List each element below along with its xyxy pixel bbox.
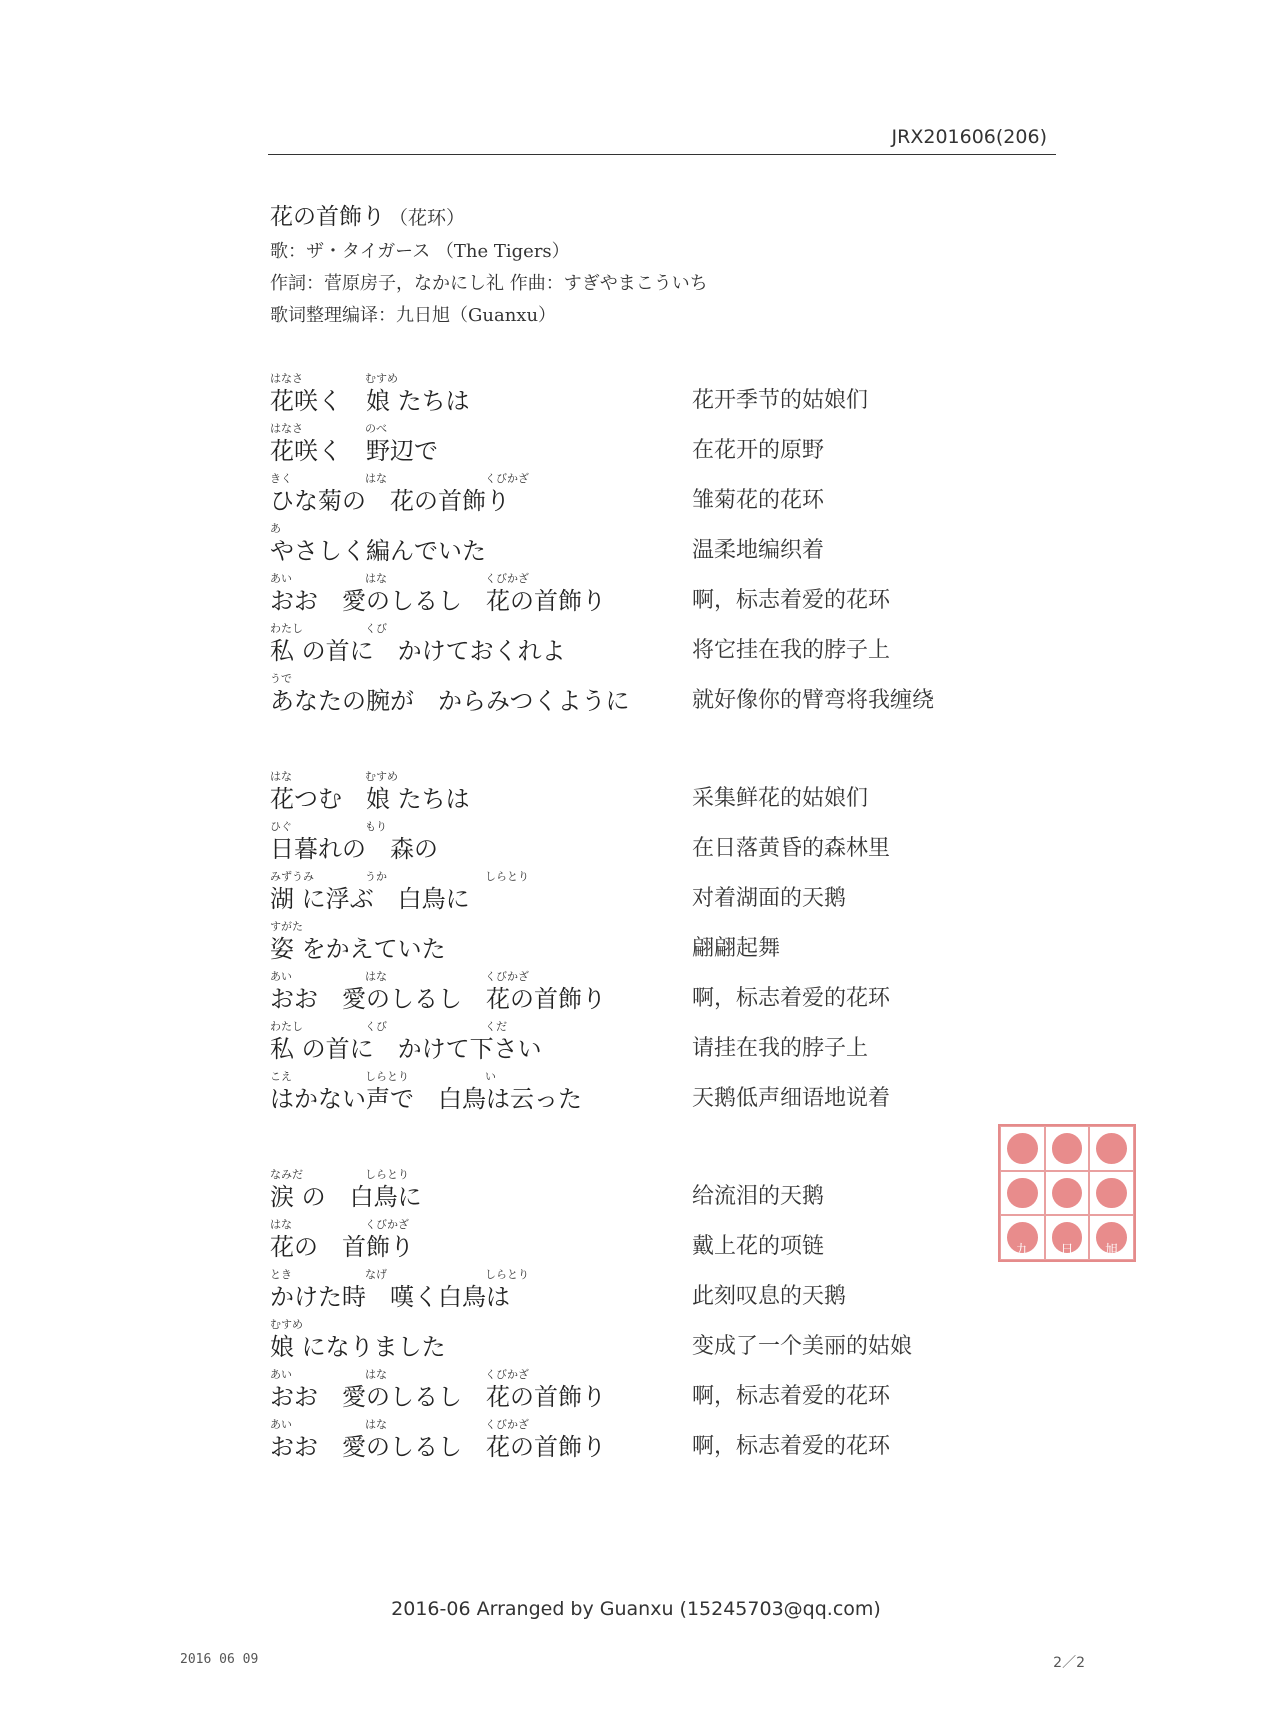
furigana: むすめ bbox=[365, 770, 398, 783]
lyric-chinese: 变成了一个美丽的姑娘 bbox=[692, 1334, 913, 1359]
stanza-2 bbox=[270, 770, 970, 1120]
furigana: はな bbox=[365, 1368, 387, 1381]
doc-id: JRX201606(206) bbox=[891, 126, 1047, 148]
furigana: わたし bbox=[270, 1020, 303, 1033]
lyric-japanese: ひな菊の 花の首飾り bbox=[270, 487, 510, 515]
lyric-line bbox=[270, 1168, 970, 1218]
lyric-chinese: 在日落黄昏的森林里 bbox=[692, 836, 891, 861]
furigana: しらとり bbox=[365, 1168, 409, 1181]
furigana: あい bbox=[270, 970, 292, 983]
lyric-chinese: 在花开的原野 bbox=[692, 438, 825, 463]
furigana: くびかざ bbox=[485, 572, 529, 585]
furigana: あ bbox=[270, 522, 281, 535]
lyric-line bbox=[270, 622, 970, 672]
lyric-line bbox=[270, 572, 970, 622]
furigana: みずうみ bbox=[270, 870, 314, 883]
lyric-japanese: やさしく編んでいた bbox=[270, 537, 486, 565]
lyric-chinese: 请挂在我的脖子上 bbox=[692, 1036, 869, 1061]
lyric-japanese: 涙 の 白鳥に bbox=[270, 1183, 422, 1211]
lyric-line bbox=[270, 870, 970, 920]
lyric-chinese: 戴上花的项链 bbox=[692, 1234, 825, 1259]
seal-cell bbox=[1000, 1126, 1045, 1171]
furigana: むすめ bbox=[365, 372, 398, 385]
furigana: はな bbox=[270, 770, 292, 783]
lyric-japanese: 日暮れの 森の bbox=[270, 835, 438, 863]
lyric-line bbox=[270, 1418, 970, 1468]
lyric-chinese: 温柔地编织着 bbox=[692, 538, 825, 563]
furigana: なげ bbox=[365, 1268, 387, 1281]
furigana: くびかざ bbox=[485, 970, 529, 983]
lyric-line bbox=[270, 1318, 970, 1368]
furigana: くび bbox=[365, 1020, 387, 1033]
furigana: きく bbox=[270, 472, 292, 485]
lyric-japanese: 花の 首飾り bbox=[270, 1233, 414, 1261]
seal-cell bbox=[1000, 1171, 1045, 1216]
lyric-japanese: あなたの腕が からみつくように bbox=[270, 687, 630, 715]
seal-cell bbox=[1089, 1126, 1134, 1171]
lyric-japanese: おお 愛のしるし 花の首飾り bbox=[270, 1433, 606, 1461]
furigana: はな bbox=[365, 472, 387, 485]
furigana: のべ bbox=[365, 422, 387, 435]
furigana: はなさ bbox=[270, 422, 303, 435]
lyric-line bbox=[270, 770, 970, 820]
furigana: くびかざ bbox=[485, 472, 529, 485]
furigana: わたし bbox=[270, 622, 303, 635]
lyric-chinese: 啊，标志着爱的花环 bbox=[692, 1434, 891, 1459]
lyric-chinese: 啊，标志着爱的花环 bbox=[692, 986, 891, 1011]
lyric-chinese: 此刻叹息的天鹅 bbox=[692, 1284, 847, 1309]
furigana: くびかざ bbox=[485, 1368, 529, 1381]
furigana: はな bbox=[270, 1218, 292, 1231]
lyric-japanese: かけた時 嘆く白鳥は bbox=[270, 1283, 510, 1311]
song-title-main: 花の首飾り bbox=[270, 204, 385, 230]
lyric-japanese: 娘 になりました bbox=[270, 1333, 446, 1361]
header-rule bbox=[268, 154, 1056, 155]
furigana: くびかざ bbox=[365, 1218, 409, 1231]
lyric-line bbox=[270, 1070, 970, 1120]
furigana: すがた bbox=[270, 920, 303, 933]
lyric-line bbox=[270, 672, 970, 722]
footer-page-number: 2／2 bbox=[1053, 1655, 1085, 1671]
title-block bbox=[270, 198, 708, 327]
furigana: くびかざ bbox=[485, 1418, 529, 1431]
furigana: あい bbox=[270, 1418, 292, 1431]
furigana: はなさ bbox=[270, 372, 303, 385]
lyric-line bbox=[270, 422, 970, 472]
lyric-line bbox=[270, 820, 970, 870]
furigana: もり bbox=[365, 820, 387, 833]
seal-stamp bbox=[998, 1124, 1136, 1262]
lyric-japanese: 姿 をかえていた bbox=[270, 935, 446, 963]
lyric-chinese: 采集鲜花的姑娘们 bbox=[692, 786, 869, 811]
furigana: はな bbox=[365, 970, 387, 983]
seal-char: 九 bbox=[1015, 1243, 1029, 1258]
lyric-chinese: 花开季节的姑娘们 bbox=[692, 388, 869, 413]
seal-char: 旭 bbox=[1105, 1243, 1119, 1258]
seal-cell bbox=[1045, 1215, 1090, 1260]
lyric-line bbox=[270, 522, 970, 572]
seal-cell bbox=[1000, 1215, 1045, 1260]
seal-cell bbox=[1045, 1171, 1090, 1216]
furigana: とき bbox=[270, 1268, 292, 1281]
lyric-chinese: 啊，标志着爱的花环 bbox=[692, 1384, 891, 1409]
lyric-japanese: はかない声で 白鳥は云った bbox=[270, 1085, 582, 1113]
furigana: はな bbox=[365, 572, 387, 585]
lyric-chinese: 翩翩起舞 bbox=[692, 936, 781, 961]
furigana: あい bbox=[270, 572, 292, 585]
lyric-line bbox=[270, 920, 970, 970]
lyric-chinese: 天鹅低声细语地说着 bbox=[692, 1086, 891, 1111]
stanza-1 bbox=[270, 372, 970, 722]
seal-cell bbox=[1089, 1171, 1134, 1216]
footer-date: 2016 06 09 bbox=[180, 1652, 259, 1667]
lyric-chinese: 给流泪的天鹅 bbox=[692, 1184, 825, 1209]
furigana: い bbox=[485, 1070, 496, 1083]
furigana: しらとり bbox=[365, 1070, 409, 1083]
lyric-japanese: 花咲く 娘 たちは bbox=[270, 387, 470, 415]
song-title bbox=[270, 198, 708, 231]
furigana: ひぐ bbox=[270, 820, 292, 833]
lyric-line bbox=[270, 472, 970, 522]
lyric-japanese: おお 愛のしるし 花の首飾り bbox=[270, 1383, 606, 1411]
credit-singer: 歌：ザ・タイガース （The Tigers） bbox=[270, 241, 570, 262]
lyric-chinese: 啊，标志着爱的花环 bbox=[692, 588, 891, 613]
credit-writers: 作詞：菅原房子，なかにし礼 作曲：すぎやまこういち bbox=[270, 273, 708, 294]
lyric-chinese: 对着湖面的天鹅 bbox=[692, 886, 847, 911]
seal-cell bbox=[1045, 1126, 1090, 1171]
lyric-japanese: 湖 に浮ぶ 白鳥に bbox=[270, 885, 470, 913]
lyric-chinese: 就好像你的臂弯将我缠绕 bbox=[692, 688, 935, 713]
lyric-japanese: おお 愛のしるし 花の首飾り bbox=[270, 985, 606, 1013]
furigana: うで bbox=[270, 672, 292, 685]
footer-arranged: 2016-06 Arranged by Guanxu (15245703@qq.com) bbox=[391, 1598, 881, 1620]
furigana: こえ bbox=[270, 1070, 292, 1083]
seal-char: 日 bbox=[1060, 1243, 1074, 1258]
song-title-sub: （花环） bbox=[389, 207, 466, 229]
furigana: しらとり bbox=[485, 1268, 529, 1281]
credit-translator: 歌词整理编译：九日旭（Guanxu） bbox=[270, 305, 557, 326]
lyric-line bbox=[270, 372, 970, 422]
lyric-japanese: 私 の首に かけておくれよ bbox=[270, 637, 566, 665]
lyric-line bbox=[270, 1218, 970, 1268]
furigana: はな bbox=[365, 1418, 387, 1431]
lyric-japanese: 花咲く 野辺で bbox=[270, 437, 438, 465]
lyric-chinese: 雏菊花的花环 bbox=[692, 488, 825, 513]
seal-cell bbox=[1089, 1215, 1134, 1260]
furigana: むすめ bbox=[270, 1318, 303, 1331]
furigana: くび bbox=[365, 622, 387, 635]
lyric-chinese: 将它挂在我的脖子上 bbox=[692, 638, 891, 663]
lyric-line bbox=[270, 1368, 970, 1418]
furigana: くだ bbox=[485, 1020, 507, 1033]
lyric-line bbox=[270, 970, 970, 1020]
furigana: なみだ bbox=[270, 1168, 303, 1181]
lyric-japanese: 花つむ 娘 たちは bbox=[270, 785, 470, 813]
stanza-3 bbox=[270, 1168, 970, 1468]
furigana: あい bbox=[270, 1368, 292, 1381]
lyric-line bbox=[270, 1268, 970, 1318]
lyric-japanese: 私 の首に かけて下さい bbox=[270, 1035, 542, 1063]
lyric-japanese: おお 愛のしるし 花の首飾り bbox=[270, 587, 606, 615]
furigana: しらとり bbox=[485, 870, 529, 883]
furigana: うか bbox=[365, 870, 387, 883]
lyric-line bbox=[270, 1020, 970, 1070]
